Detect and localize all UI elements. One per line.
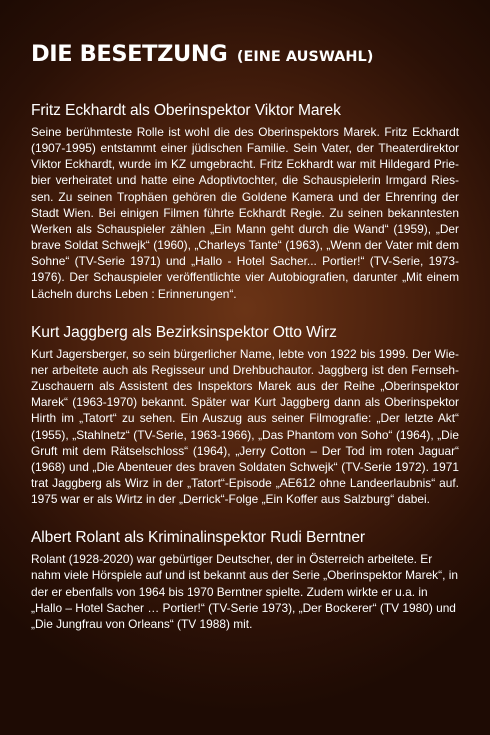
section-body: Kurt Jagersberger, so sein bürgerlicher Name, lebte von 1922 bis 1999. Der Wiener arbeitete auch als Regisseur und Drehbuchautor. Jaggberg ist den Fernseh-Zuschauern als Assistent des Inspektors Marek aus der Reihe „Oberinspektor Marek“ (1963-1970) bekannt. Später war Kurt Jaggberg dann als Oberinspektor Hirth im „Tatort“ zu sehen. Ein Auszug aus seiner Filmografie: „Der letzte Akt“ (1955), „Stahlnetz“ (TV-Serie, 1963-1966), „Das Phantom von Soho“ (1964), „Die Gruft mit dem Rätselschloss“ (1964), „Jerry Cotton – Der Tod im roten Jaguar“ (1968) und „Die Abenteuer des braven Soldaten Schwejk“ (TV-Serie 1972). 1971 trat Jaggberg als Wirz in der „Tatort“-Episode „AE612 ohne Landeerlaubnis“ auf. 1975 war er als Wirtz in der „Derrick“-Folge „Ein Koffer aus Salzburg“ dabei. bbox=[31, 346, 459, 507]
cast-section-fritz-eckhardt bbox=[31, 101, 459, 302]
section-heading: Kurt Jaggberg als Bezirksinspektor Otto Wirz bbox=[31, 323, 337, 341]
page-subtitle: (EINE AUSWAHL) bbox=[236, 49, 374, 65]
page-title-main: DIE BESETZUNG bbox=[31, 41, 228, 67]
page-title bbox=[31, 40, 459, 71]
section-heading: Fritz Eckhardt als Oberinspektor Viktor Marek bbox=[31, 102, 341, 119]
cast-section-albert-rolant bbox=[31, 528, 459, 632]
section-body: Rolant (1928-2020) war gebürtiger Deutscher, der in Österreich arbeitete. Er nahm viele Hörspiele auf und ist bekannt aus der Serie „Oberinspektor Marek“, in der er ebenfalls von 1964 bis 1970 Berntner spielte. Zudem wirkte er u.a. in „Hallo – Hotel Sacher … Portier!“ (TV-Serie 1973), „Der Bockerer“ (TV 1980) und „Die Jungfrau von Orleans“ (TV 1988) mit. bbox=[31, 552, 458, 631]
section-body: Seine berühmteste Rolle ist wohl die des Oberinspektors Marek. Fritz Eckhardt (1907-1995) entstammt einer jüdischen Familie. Sein Vater, der Theaterdirektor Viktor Eckhardt, wurde im KZ umgebracht. Fritz Eckhardt war mit Hildegard Priebier verheiratet und hatte eine Adoptivtochter, die Schauspielerin Irmgard Riessen. Zu seinen Trophäen gehören die Goldene Kamera und der Ehrenring der Stadt Wien. Bei einigen Filmen führte Eckhardt Regie. Zu seinen bekanntesten Werken als Schauspieler zählen „Ein Mann geht durch die Wand“ (1959), „Der brave Soldat Schwejk“ (1960), „Charleys Tante“ (1963), „Wenn der Vater mit dem Sohne“ (TV-Serie 1971) und „Hallo - Hotel Sacher... Portier!“ (TV-Serie, 1973-1976). Der Schauspieler veröffentlichte vier Autobiografien, darunter „Mit einem Lächeln durchs Leben : Erinnerungen“. bbox=[31, 125, 459, 301]
cast-section-kurt-jaggberg bbox=[31, 323, 459, 508]
section-heading: Albert Rolant als Kriminalinspektor Rudi Berntner bbox=[31, 529, 365, 547]
